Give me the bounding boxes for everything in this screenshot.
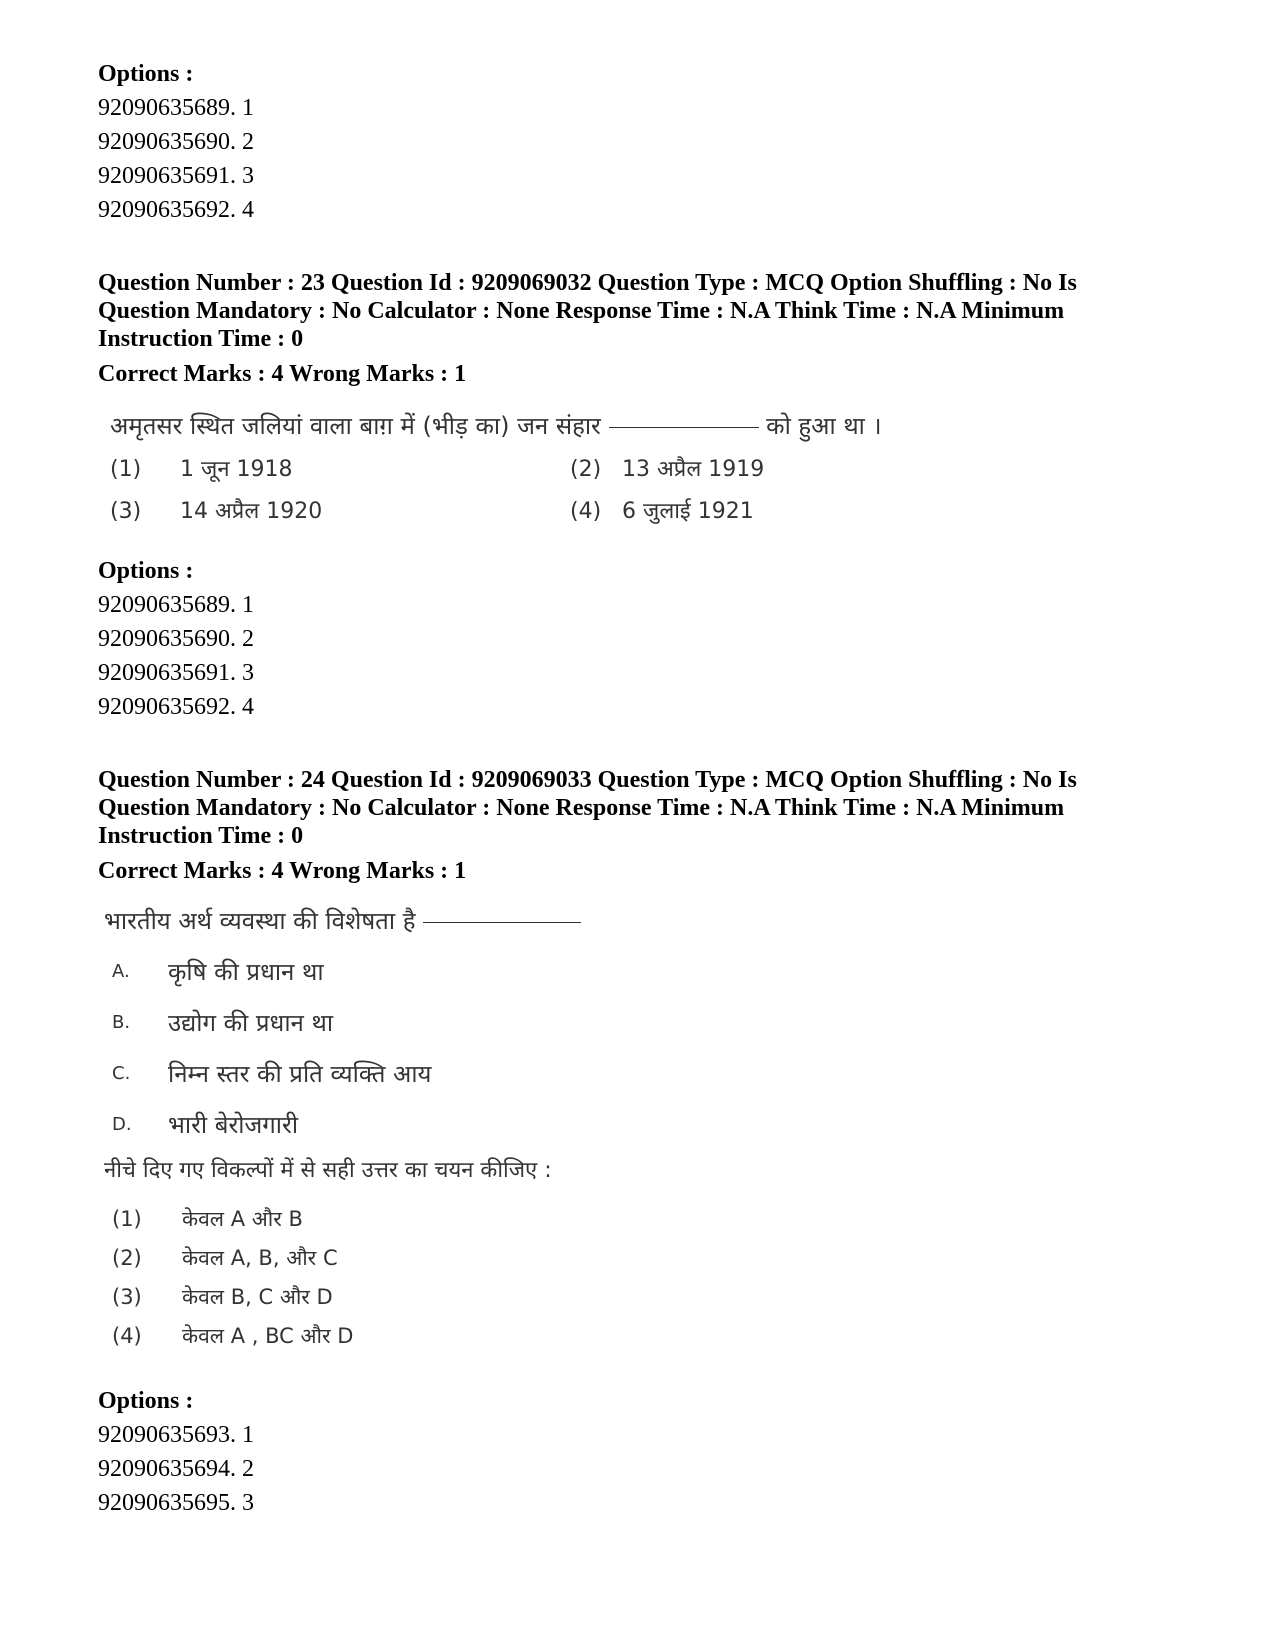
fill-blank-line [423,922,581,923]
option-line: 92090635690. 2 [98,129,254,155]
option-line: 92090635693. 1 [98,1422,254,1448]
statement-item: D. भारी बेरोजगारी [112,1111,299,1139]
document-page [98,58,1178,1520]
answer-choice: (1) 1 जून 1918 [110,457,293,482]
option-line: 92090635692. 4 [98,197,254,223]
options-label: Options : [98,558,194,584]
options-label: Options : [98,61,194,87]
answer-choice: (4) केवल A , BC और D [112,1324,354,1348]
statement-item: C. निम्न स्तर की प्रति व्यक्ति आय [112,1060,432,1088]
options-label: Options : [98,1388,194,1414]
options-block [98,1385,1178,1520]
option-line: 92090635689. 1 [98,592,254,618]
question-24 [98,766,1178,1520]
question-instruction: नीचे दिए गए विकल्पों में से सही उत्तर का चयन कीजिए : [104,1158,552,1183]
option-line: 92090635691. 3 [98,163,254,189]
option-line: 92090635689. 1 [98,95,254,121]
answer-choice: (4) 6 जुलाई 1921 [570,499,754,524]
option-line: 92090635695. 3 [98,1490,254,1516]
question-meta-line: Question Number : 24 Question Id : 9209069033 Question Type : MCQ Option Shuffling : No Is [98,767,1077,793]
options-block [98,555,1178,724]
question-marks: Correct Marks : 4 Wrong Marks : 1 [98,858,467,884]
fill-blank-line [609,427,759,428]
options-block-previous [98,58,1178,227]
question-meta-line: Question Mandatory : No Calculator : None Response Time : N.A Think Time : N.A Minimum [98,298,1065,324]
option-line: 92090635694. 2 [98,1456,254,1482]
answer-choice: (2) 13 अप्रैल 1919 [570,457,765,482]
statement-item: A. कृषि की प्रधान था [112,958,324,986]
question-meta-line: Question Mandatory : No Calculator : None Response Time : N.A Think Time : N.A Minimum [98,795,1065,821]
option-line: 92090635691. 3 [98,660,254,686]
option-line: 92090635690. 2 [98,626,254,652]
question-stem: अमृतसर स्थित जलियां वाला बाग़ में (भीड़ का) जन संहार को हुआ था । [110,412,882,440]
question-23 [98,269,1178,724]
question-meta-line: Question Number : 23 Question Id : 9209069032 Question Type : MCQ Option Shuffling : No Is [98,270,1077,296]
question-meta-line: Instruction Time : 0 [98,326,304,352]
question-stem: भारतीय अर्थ व्यवस्था की विशेषता है [104,904,1178,938]
answer-choice: (3) 14 अप्रैल 1920 [110,499,323,524]
answer-choice: (1) केवल A और B [112,1207,303,1231]
answer-choice: (3) केवल B, C और D [112,1285,333,1309]
statement-item: B. उद्योग की प्रधान था [112,1009,334,1037]
question-image-23 [98,409,1178,529]
question-image-24 [98,904,1178,1351]
option-line: 92090635692. 4 [98,694,254,720]
question-marks: Correct Marks : 4 Wrong Marks : 1 [98,361,467,387]
answer-choice: (2) केवल A, B, और C [112,1246,338,1270]
answer-choices [110,453,1178,529]
question-meta-line: Instruction Time : 0 [98,823,304,849]
